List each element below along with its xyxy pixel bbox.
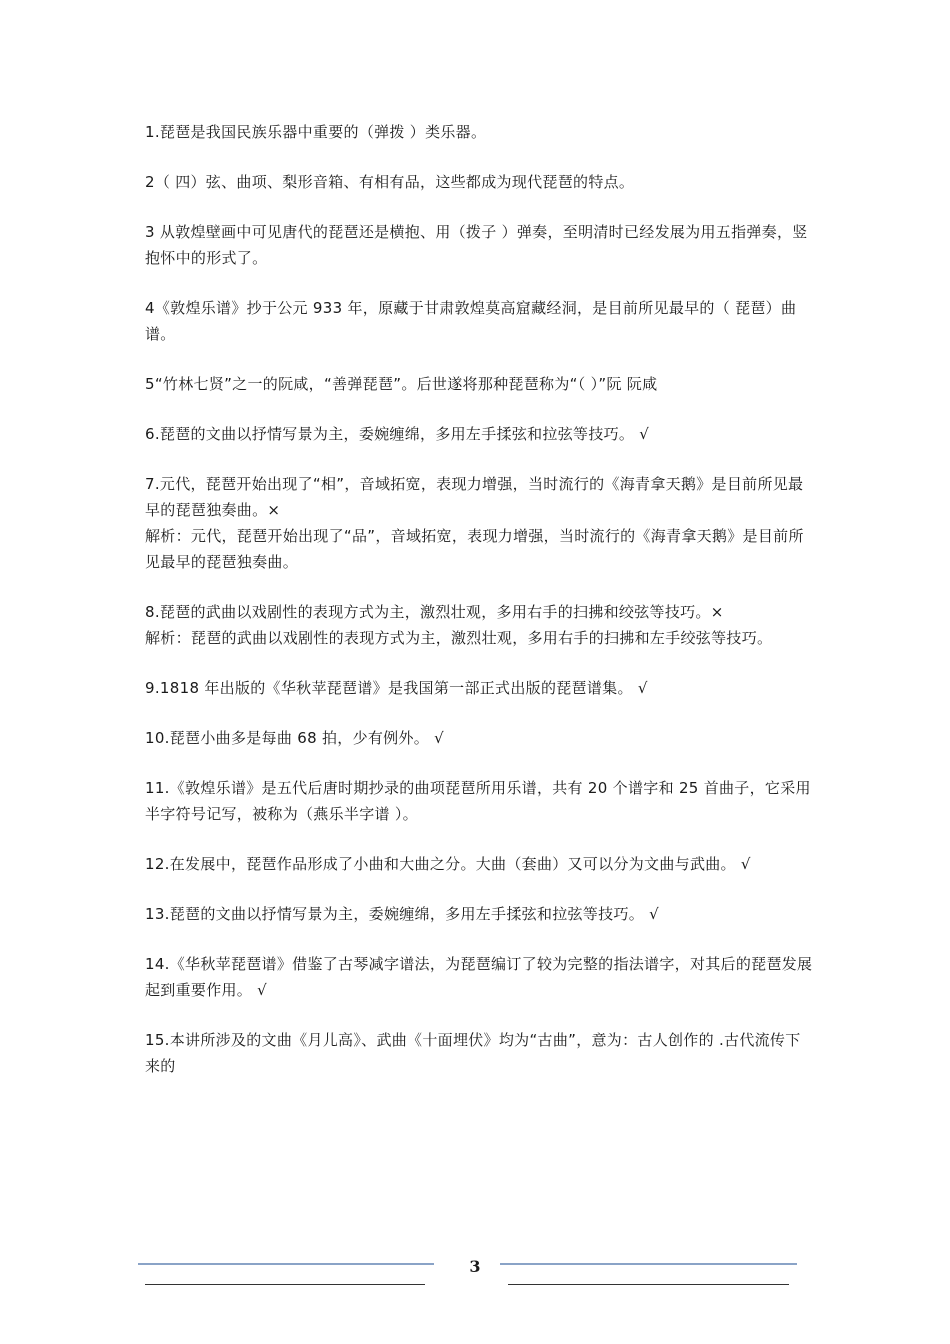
question-item: [145, 901, 815, 927]
question-item: [145, 295, 815, 347]
question-item: [145, 421, 815, 447]
question-item: [145, 371, 815, 397]
question-item: [145, 775, 815, 827]
question-text: 7.元代，琵琶开始出现了“相”，音域拓宽，表现力增强，当时流行的《海青拿天鹅》是目前所见最早的琵琶独奏曲。×: [145, 475, 804, 519]
question-item: [145, 725, 815, 751]
question-text: 13.琵琶的文曲以抒情写景为主，委婉缠绵，多用左手揉弦和拉弦等技巧。 √: [145, 905, 659, 923]
question-item: [145, 851, 815, 877]
document-body: [145, 119, 815, 1103]
question-text: 15.本讲所涉及的文曲《月儿高》、武曲《十面埋伏》均为“古曲”，意为：古人创作的 .古代流传下来的: [145, 1031, 801, 1075]
question-item: [145, 169, 815, 195]
question-item: [145, 219, 815, 271]
question-text: 1.琵琶是我国民族乐器中重要的（弹拨 ）类乐器。: [145, 123, 487, 141]
question-text: 10.琵琶小曲多是每曲 68 拍，少有例外。 √: [145, 729, 445, 747]
question-text: 14.《华秋苹琵琶谱》借鉴了古琴减字谱法，为琵琶编订了较为完整的指法谱字，对其后的琵琶发展起到重要作用。 √: [145, 955, 813, 999]
page-number: 3: [469, 1257, 481, 1276]
question-text: 4《敦煌乐谱》抄于公元 933 年，原藏于甘肃敦煌莫高窟藏经洞，是目前所见最早的（ 琵琶）曲谱。: [145, 299, 797, 343]
question-item: [145, 471, 815, 575]
question-text: 3 从敦煌壁画中可见唐代的琵琶还是横抱、用（拨子 ）弹奏，至明清时已经发展为用五指弹奏，竖抱怀中的形式了。: [145, 223, 808, 267]
question-item: [145, 599, 815, 651]
question-text: 12.在发展中，琵琶作品形成了小曲和大曲之分。大曲（套曲）又可以分为文曲与武曲。 √: [145, 855, 751, 873]
footer-rule-right-bottom: [508, 1284, 789, 1285]
question-text: 8.琵琶的武曲以戏剧性的表现方式为主，激烈壮观，多用右手的扫拂和绞弦等技巧。×: [145, 603, 724, 621]
question-text: 2（ 四）弦、曲项、梨形音箱、有相有品，这些都成为现代琵琶的特点。: [145, 173, 635, 191]
question-text: 5“竹林七贤”之一的阮咸，“善弹琵琶”。后世遂将那种琵琶称为“（ ）”阮 阮咸: [145, 375, 658, 393]
answer-explanation: 解析：元代，琵琶开始出现了“品”，音域拓宽，表现力增强，当时流行的《海青拿天鹅》是目前所见最早的琵琶独奏曲。: [145, 527, 804, 571]
question-text: 11.《敦煌乐谱》是五代后唐时期抄录的曲项琵琶所用乐谱，共有 20 个谱字和 25 首曲子，它采用半字符号记写，被称为（燕乐半字谱 ）。: [145, 779, 811, 823]
question-text: 9.1818 年出版的《华秋苹琵琶谱》是我国第一部正式出版的琵琶谱集。 √: [145, 679, 648, 697]
question-item: [145, 675, 815, 701]
question-item: [145, 119, 815, 145]
answer-explanation: 解析：琵琶的武曲以戏剧性的表现方式为主，激烈壮观，多用右手的扫拂和左手绞弦等技巧。: [145, 629, 773, 647]
question-item: [145, 1027, 815, 1079]
question-text: 6.琵琶的文曲以抒情写景为主，委婉缠绵，多用左手揉弦和拉弦等技巧。 √: [145, 425, 650, 443]
question-item: [145, 951, 815, 1003]
footer-rule-left-bottom: [145, 1284, 425, 1285]
